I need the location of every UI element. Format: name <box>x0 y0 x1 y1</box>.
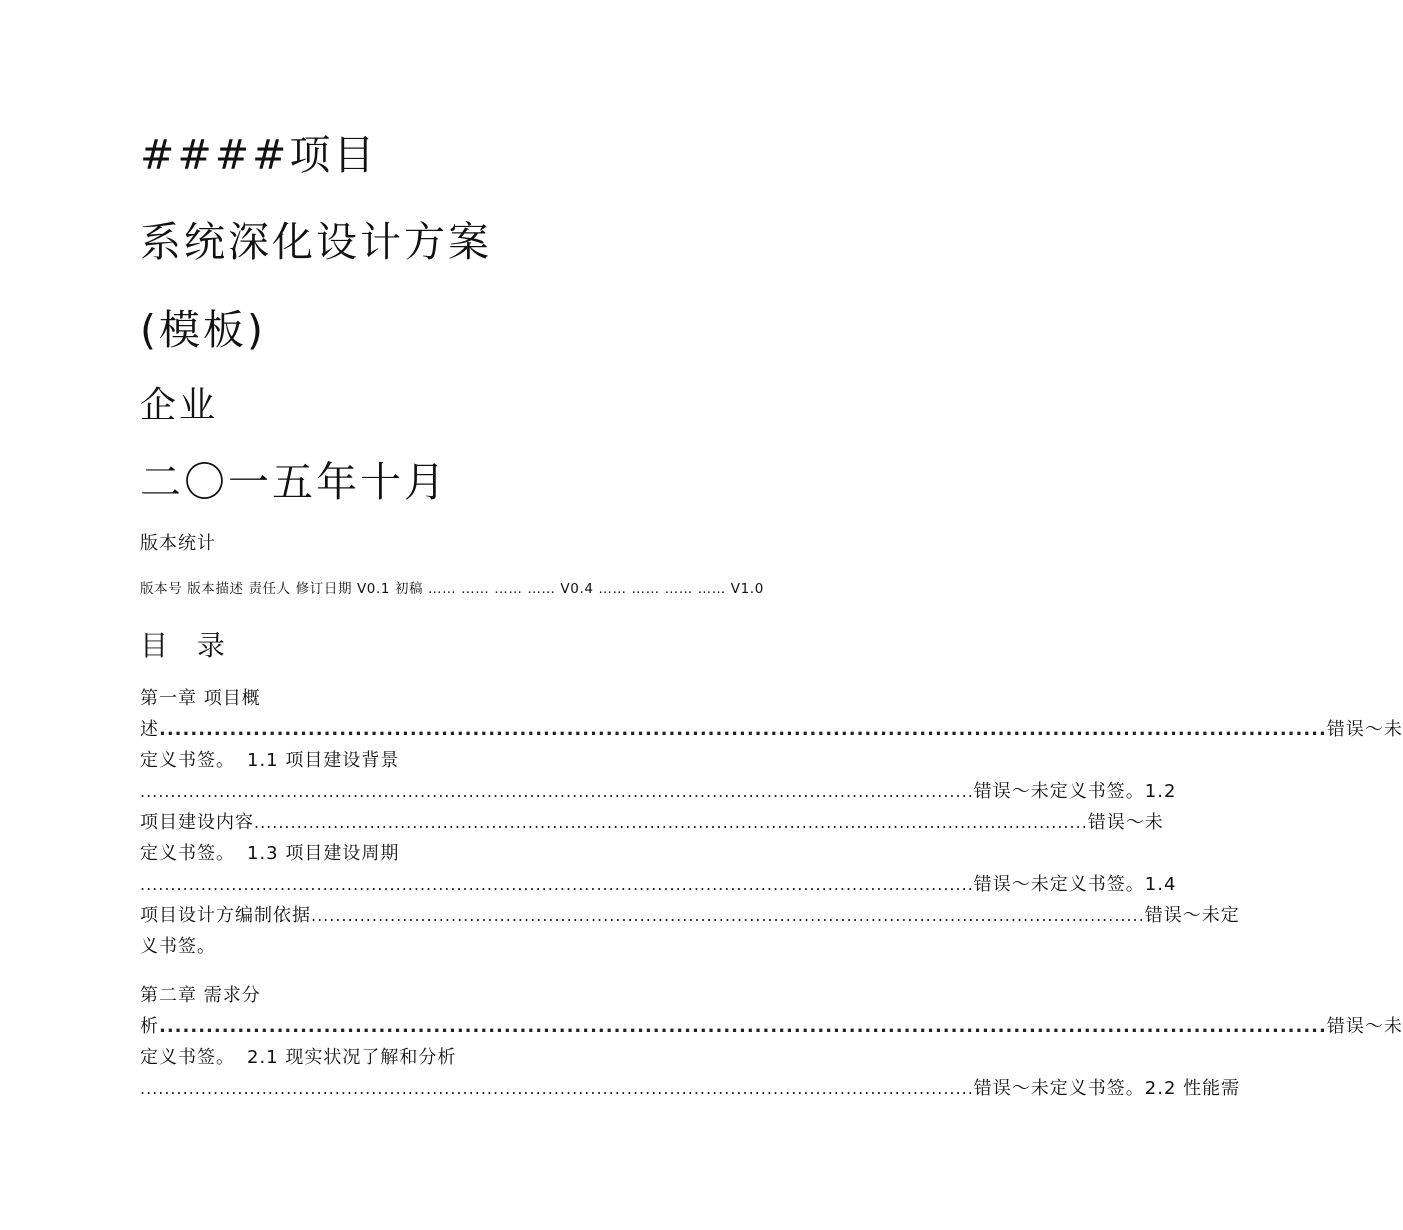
toc-section-1-4-title[interactable]: 项目设计方编制依据 <box>140 905 311 926</box>
toc-error-text: 定义书签。 <box>140 1047 235 1068</box>
company-name: 企业 <box>140 385 219 426</box>
toc-line <box>140 838 820 869</box>
toc-leader-dots: ..................................................................................................................................................... <box>159 719 1327 740</box>
toc-line <box>140 745 820 776</box>
toc-error-text: 定义书签。 <box>140 750 235 771</box>
toc-section-2-2-partial[interactable]: 2.2 性能需 <box>1144 1078 1241 1099</box>
toc-leader-dots: ..................................................................................................................................................... <box>159 1016 1327 1037</box>
document-date: 二〇一五年十月 <box>140 458 448 506</box>
toc-chapter-title[interactable]: 第一章 项目概 <box>140 688 261 709</box>
toc-section-1-2-title[interactable]: 项目建设内容 <box>140 812 254 833</box>
toc-line <box>140 714 1403 745</box>
project-title: ####项目 <box>140 131 378 179</box>
toc-error-text: 错误～未 <box>1087 812 1164 833</box>
version-table-line: 版本号 版本描述 责任人 修订日期 V0.1 初稿 …… …… …… …… V0.4 …… …… …… …… V1.0 <box>140 581 764 597</box>
toc-line <box>140 683 820 714</box>
toc-line <box>140 869 1177 900</box>
toc-line <box>140 931 820 962</box>
toc-chapter-title[interactable]: 第二章 需求分 <box>140 985 261 1006</box>
template-label: (模板) <box>140 306 266 354</box>
toc-heading: 目 录 <box>140 629 235 662</box>
toc-leader-dots: ......................................................................................................................................... <box>140 875 974 894</box>
toc-leader-dots: ......................................................................................................................................... <box>140 1079 974 1098</box>
toc-leader-dots: ......................................................................................................................................... <box>140 782 974 801</box>
toc-error-text: 错误～未 <box>1326 719 1403 740</box>
toc-error-text: 错误～未定义书签。 <box>973 874 1145 895</box>
toc-line <box>140 1073 1241 1104</box>
toc-line <box>140 807 1164 838</box>
toc-section-2-1[interactable]: 2.1 现实状况了解和分析 <box>247 1047 457 1068</box>
toc-section-1-4-number[interactable]: 1.4 <box>1144 874 1177 895</box>
toc-chapter-1 <box>140 683 1403 962</box>
toc-error-text: 错误～未定 <box>1144 905 1240 926</box>
toc-chapter-title-cont[interactable]: 述 <box>140 719 159 740</box>
toc-error-text: 义书签。 <box>140 936 216 957</box>
toc-section-1-1[interactable]: 1.1 项目建设背景 <box>247 750 400 771</box>
toc-line <box>140 1011 1403 1042</box>
toc-error-text: 定义书签。 <box>140 843 235 864</box>
toc-line <box>140 900 1240 931</box>
version-heading: 版本统计 <box>140 533 216 554</box>
toc-leader-dots: ......................................................................................................................................... <box>254 813 1088 832</box>
toc-chapter-title-cont[interactable]: 析 <box>140 1016 159 1037</box>
toc-line <box>140 1042 820 1073</box>
toc-error-text: 错误～未定义书签。 <box>973 781 1145 802</box>
toc-chapter-2 <box>140 980 1403 1104</box>
toc-section-1-2-number[interactable]: 1.2 <box>1144 781 1177 802</box>
toc-line <box>140 980 820 1011</box>
toc-line <box>140 776 1177 807</box>
toc-section-1-3[interactable]: 1.3 项目建设周期 <box>247 843 400 864</box>
document-title: 系统深化设计方案 <box>140 218 492 266</box>
toc-error-text: 错误～未 <box>1326 1016 1403 1037</box>
toc-leader-dots: ......................................................................................................................................... <box>311 906 1145 925</box>
toc-error-text: 错误～未定义书签。 <box>973 1078 1145 1099</box>
